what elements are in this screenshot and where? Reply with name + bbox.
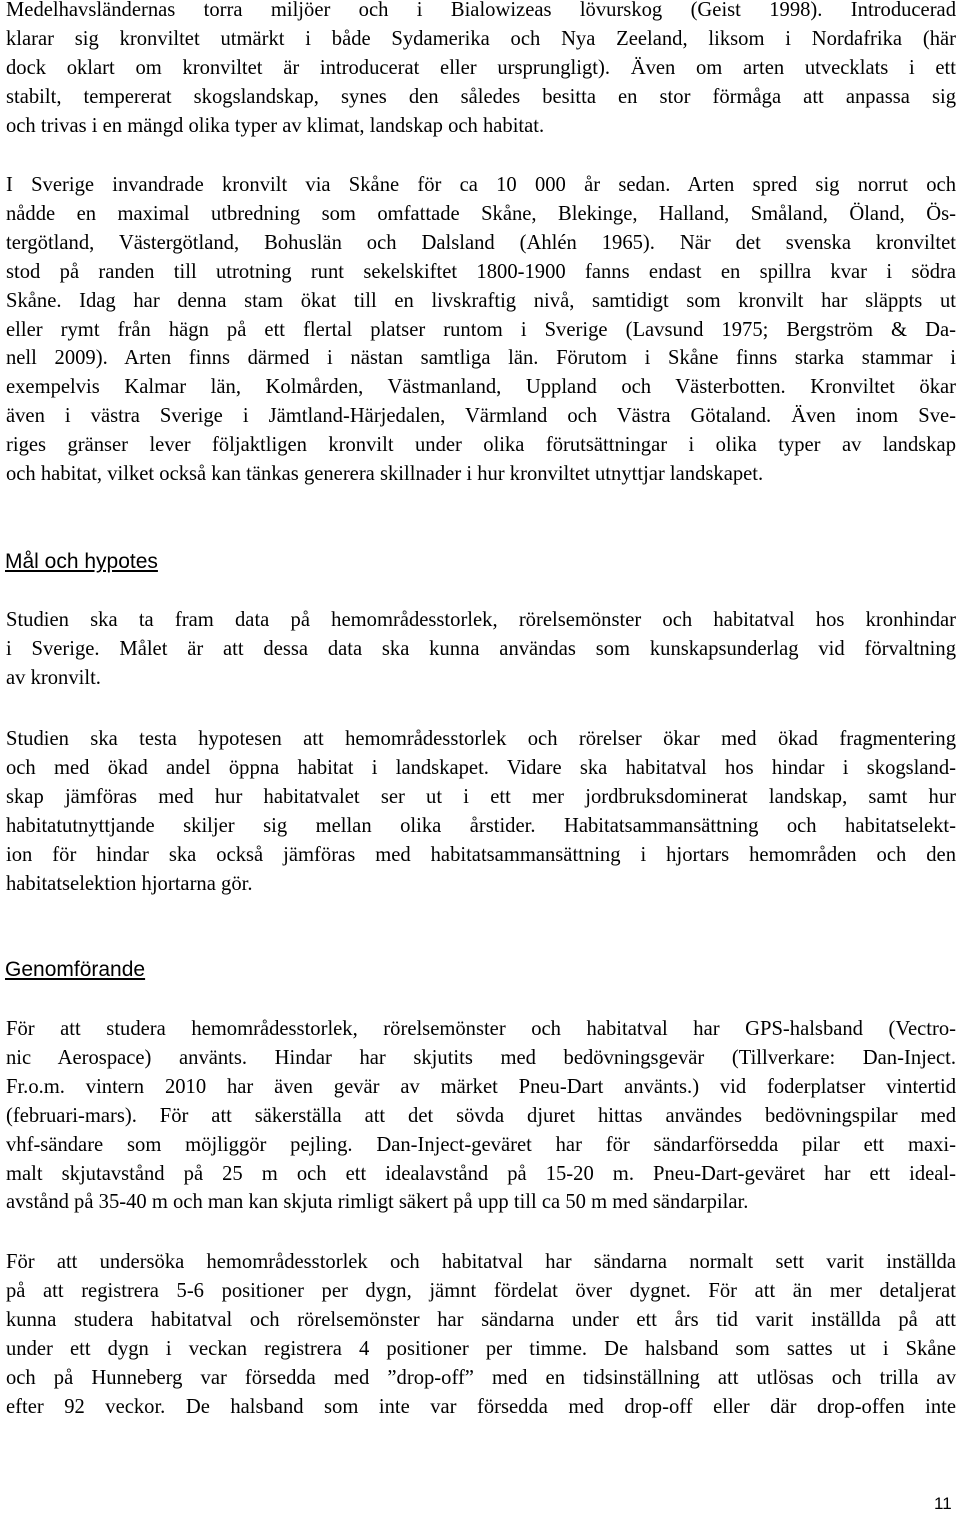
text-line: Medelhavsländernas torra miljöer och i Bialowizeas lövurskog (Geist 1998). Introducerad bbox=[6, 0, 956, 21]
paragraph-transmitter-settings bbox=[6, 1248, 956, 1421]
text-line: För att studera hemområdesstorlek, rörelsemönster och habitatval har GPS-halsband (Vectro- bbox=[6, 1018, 956, 1040]
text-line: under ett dygn i veckan registrera 4 positioner per timme. De halsband som sattes ut i Skåne bbox=[6, 1337, 956, 1360]
paragraph-sweden-history bbox=[6, 171, 956, 489]
text-line: på att registrera 5-6 positioner per dygn, jämnt fördelat över dygnet. För att än mer detaljerat bbox=[6, 1279, 956, 1302]
text-line: habitatselektion hjortarna gör. bbox=[6, 872, 253, 895]
text-line: Studien ska ta fram data på hemområdesstorlek, rörelsemönster och habitatval hos kronhindar bbox=[6, 609, 956, 631]
paragraph-study-aim bbox=[6, 606, 956, 693]
paragraph-hypotheses bbox=[6, 725, 956, 898]
paragraph-gps-collars bbox=[6, 1015, 956, 1217]
text-line: och med ökad andel öppna habitat i landskapet. Vidare ska habitatval hos hindar i skogsland- bbox=[6, 756, 956, 779]
text-line: ion för hindar ska också jämföras med habitatsammansättning i hjortars hemområden och den bbox=[6, 843, 956, 866]
text-line: stabilt, tempererat skogslandskap, synes den således besitta en stor förmåga att anpassa sig bbox=[6, 85, 956, 108]
text-line: klarar sig kronviltet utmärkt i både Sydamerika och Nya Zeeland, liksom i Nordafrika (här bbox=[6, 27, 956, 50]
text-line: och på Hunneberg var försedda med ”drop-off” med en tidsinställning att utlösas och trilla av bbox=[6, 1366, 956, 1389]
text-line: exempelvis Kalmar län, Kolmården, Västmanland, Uppland och Västerbotten. Kronviltet ökar bbox=[6, 376, 956, 399]
text-line: tergötland, Västergötland, Bohuslän och Dalsland (Ahlén 1965). När det svenska kronviltet bbox=[6, 231, 956, 254]
text-line: habitatutnyttjande skiljer sig mellan olika årstider. Habitatsammansättning och habitatselekt- bbox=[6, 814, 956, 837]
section-heading-methods: Genomförande bbox=[5, 958, 146, 981]
page-number: 11 bbox=[934, 1494, 952, 1513]
text-line: I Sverige invandrade kronvilt via Skåne för ca 10 000 år sedan. Arten spred sig norrut och bbox=[6, 174, 956, 196]
text-line: vhf-sändare som möjliggör pejling. Dan-Inject-geväret har för sändarförsedda pilar ett maxi- bbox=[6, 1133, 956, 1156]
text-line: riges gränser lever följaktligen kronvilt under olika förutsättningar i olika typer av landskap bbox=[6, 434, 956, 457]
text-line: kunna studera habitatval och rörelsemönster har sändarna under ett års tid varit inställda på att bbox=[6, 1308, 956, 1331]
paragraph-intro-distribution bbox=[6, 0, 956, 141]
text-line: nic Aerospace) använts. Hindar har skjutits med bedövningsgevär (Tillverkare: Dan-Inject. bbox=[6, 1046, 956, 1069]
text-line: (februari-mars). För att säkerställa att det sövda djuret hittas användes bedövningspilar med bbox=[6, 1104, 956, 1127]
text-line: För att undersöka hemområdesstorlek och habitatval har sändarna normalt sett varit inställda bbox=[6, 1251, 956, 1273]
text-line: även i västra Sverige i Jämtland-Härjedalen, Värmland och Västra Götaland. Även inom Sve- bbox=[6, 405, 956, 428]
text-line: i Sverige. Målet är att dessa data ska kunna användas som kunskapsunderlag vid förvaltning bbox=[6, 637, 956, 660]
text-line: eller rymt från hägn på ett flertal platser runtom i Sverige (Lavsund 1975; Bergström & Da- bbox=[6, 318, 956, 341]
text-line: och habitat, vilket också kan tänkas generera skillnader i hur kronviltet utnyttjar landskapet. bbox=[6, 463, 764, 486]
text-line: avstånd på 35-40 m och man kan skjuta rimligt säkert på upp till ca 50 m med sändarpilar. bbox=[6, 1191, 749, 1214]
text-line: dock oklart om kronviltet är introducerat eller ursprungligt). Även om arten utvecklats i ett bbox=[6, 56, 956, 79]
text-line: Fr.o.m. vintern 2010 har även gevär av märket Pneu-Dart använts.) vid foderplatser vintertid bbox=[6, 1075, 956, 1098]
text-line: nådde en maximal utbredning som omfattade Skåne, Blekinge, Halland, Småland, Öland, Ös- bbox=[6, 202, 956, 225]
text-line: stod på randen till utrotning runt sekelskiftet 1800-1900 fanns endast en spillra kvar i södra bbox=[6, 260, 956, 283]
section-heading-aims: Mål och hypotes bbox=[5, 550, 158, 573]
text-line: Skåne. Idag har denna stam ökat till en livskraftig nivå, samtidigt som kronvilt har släppts ut bbox=[6, 289, 956, 312]
text-line: och trivas i en mängd olika typer av klimat, landskap och habitat. bbox=[6, 114, 545, 137]
text-line: Studien ska testa hypotesen att hemområdesstorlek och rörelser ökar med ökad fragmentering bbox=[6, 728, 956, 750]
text-line: skap jämföras med hur habitatvalet ser ut i ett mer jordbruksdominerat landskap, samt hur bbox=[6, 785, 956, 808]
text-line: av kronvilt. bbox=[6, 666, 101, 689]
text-line: nell 2009). Arten finns därmed i nästan samtliga län. Förutom i Skåne finns starka stammar i bbox=[6, 347, 956, 370]
text-line: efter 92 veckor. De halsband som inte var försedda med drop-off eller där drop-offen inte bbox=[6, 1395, 956, 1418]
text-line: malt skjutavstånd på 25 m och ett idealavstånd på 15-20 m. Pneu-Dart-geväret har ett ideal- bbox=[6, 1162, 956, 1185]
